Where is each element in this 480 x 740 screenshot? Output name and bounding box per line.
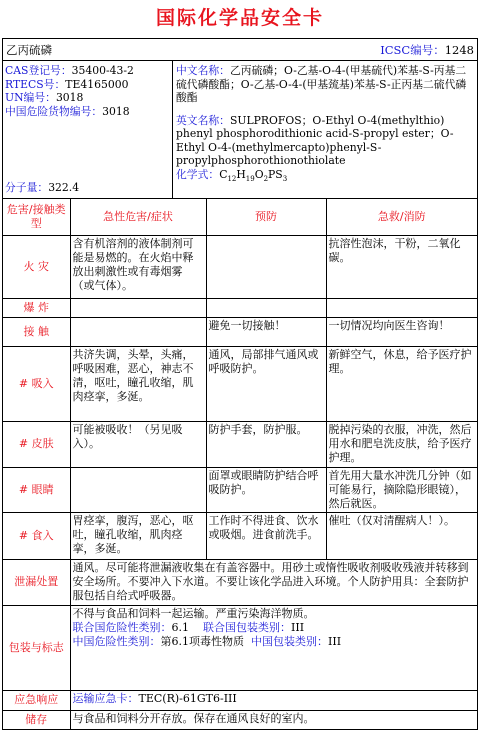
table-row-fire: 火 灾 含有机溶剂的液体制剂可能是易燃的。在火焰中释放出刺激性或有毒烟雾（或气体）。 抗溶性泡沫，干粉，二氧化碳。 — [3, 235, 477, 298]
header-type: 危害/接触类型 — [3, 199, 70, 235]
identification-block — [3, 61, 477, 199]
header-aid: 急救/消防 — [326, 199, 477, 235]
chemical-formula: 化学式：$C_{12}H_{19}O_2PS_3$ — [176, 167, 288, 183]
cn-name-value: 乙丙硫磷；O-乙基-O-4-(甲基硫代)苯基-S-丙基二硫代磷酸酯；O-乙基-O-4-(甲基巯基)苯基-S-正丙基二硫代磷酸酯 — [176, 64, 467, 104]
table-row-skin: # 皮肤 可能被吸收！（另见吸入）。 防护手套，防护服。 脱掉污染的衣服，冲洗，然后用水和肥皂洗皮肤，给予医疗护理。 — [3, 421, 477, 467]
table-row-contact: 接 触 避免一切接触！ 一切情况均向医生咨询！ — [3, 317, 477, 346]
icsc-label: ICSC编号： — [380, 42, 445, 57]
table-row-spill: 泄漏处置 通风。尽可能将泄漏液收集在有盖容器中。用砂土或惰性吸收剂吸收残液并转移到安全场所。不要冲入下水道。不要让该化学品进入环境。个人防护用具：全套防护服包括自给式呼吸器。 — [3, 559, 477, 605]
cn-danger-line — [5, 105, 170, 119]
cn-name-label: 中文名称： — [176, 64, 230, 77]
table-row-inhale: # 吸入 共济失调，头晕，头痛，呼吸困难，恶心，神志不清，呕吐，瞳孔收缩，肌肉痉挛，多涎。 通风，局部排气通风或呼吸防护。 新鲜空气，休息，给予医疗护理。 — [3, 346, 477, 421]
safety-card — [2, 38, 478, 730]
en-name-label: 英文名称： — [176, 113, 230, 127]
mw-label: 分子量： — [5, 180, 49, 194]
english-name — [176, 114, 474, 168]
packing-content: 不得与食品和饲料一起运输。严重污染海洋物质。 联合国危险性类别：6.1 联合国包装类别：III 中国危险性类别：第6.1项毒性物质 中国包装类别：III — [70, 605, 477, 690]
header-prevention: 预防 — [206, 199, 326, 235]
header-hazard: 急性危害/症状 — [70, 199, 206, 235]
icsc-value: 1248 — [444, 42, 474, 57]
table-row-eye: # 眼睛 面罩或眼睛防护结合呼吸防护。 首先用大量水冲洗几分钟（如可能易行，摘除隐形眼镜），然后就医。 — [3, 467, 477, 512]
table-row-ingest: # 食入 胃痉挛，腹泻，恶心，呕吐，瞳孔收缩，肌肉痉挛，多涎。 工作时不得进食、饮水或吸烟。进食前洗手。 催吐（仅对清醒病人！）。 — [3, 512, 477, 559]
names-block — [173, 61, 477, 198]
chinese-name — [176, 64, 474, 105]
table-header-row — [3, 199, 477, 235]
cn-danger-label: 中国危险货物编号： — [5, 104, 103, 118]
cas-label: CAS登记号： — [5, 64, 72, 77]
chemical-name: 乙丙硫磷 — [6, 42, 52, 57]
table-row-emergency: 应急响应 运输应急卡：TEC(R)-61GT6-III — [3, 690, 477, 710]
un-value: 3018 — [55, 91, 84, 104]
un-label: UN编号： — [5, 91, 56, 104]
icsc-number — [380, 42, 474, 58]
cn-danger-value: 3018 — [102, 104, 130, 118]
card-title: 国际化学品安全卡 — [155, 7, 324, 29]
cas-value: 35400-43-2 — [71, 64, 134, 77]
table-row-packing: 包装与标志 不得与食品和饲料一起运输。严重污染海洋物质。 联合国危险性类别：6.1 联合国包装类别：III 中国危险性类别：第6.1项毒性物质 中国包装类别：III — [3, 605, 477, 690]
cn-classification: 中国危险性类别：第6.1项毒性物质 中国包装类别：III — [72, 634, 342, 648]
identifiers — [3, 61, 173, 198]
hazard-table — [3, 199, 477, 729]
molecular-weight-line — [5, 181, 79, 195]
rtecs-line — [5, 78, 170, 92]
rtecs-value: TE4165000 — [65, 77, 129, 91]
rtecs-label: RTECS号： — [5, 77, 66, 91]
table-row-explosion: 爆 炸 — [3, 298, 477, 317]
mw-value: 322.4 — [48, 180, 80, 194]
cas-line — [5, 64, 170, 78]
table-row-storage: 储存 与食品和饲料分开存放。保存在通风良好的室内。 — [3, 710, 477, 729]
formula-label: 化学式： — [176, 167, 220, 181]
en-name-value: SULPROFOS；O-Ethyl O-4(methylthio) phenyl phosphorodithionic acid-S-propyl ester；O-Ethyl O-4-(methylmercapto)phenyl-S-propylphosphorothionothiolate — [176, 113, 454, 167]
un-classification: 联合国危险性类别：6.1 联合国包装类别：III — [72, 620, 305, 634]
name-row — [3, 39, 477, 61]
un-line — [5, 91, 170, 105]
